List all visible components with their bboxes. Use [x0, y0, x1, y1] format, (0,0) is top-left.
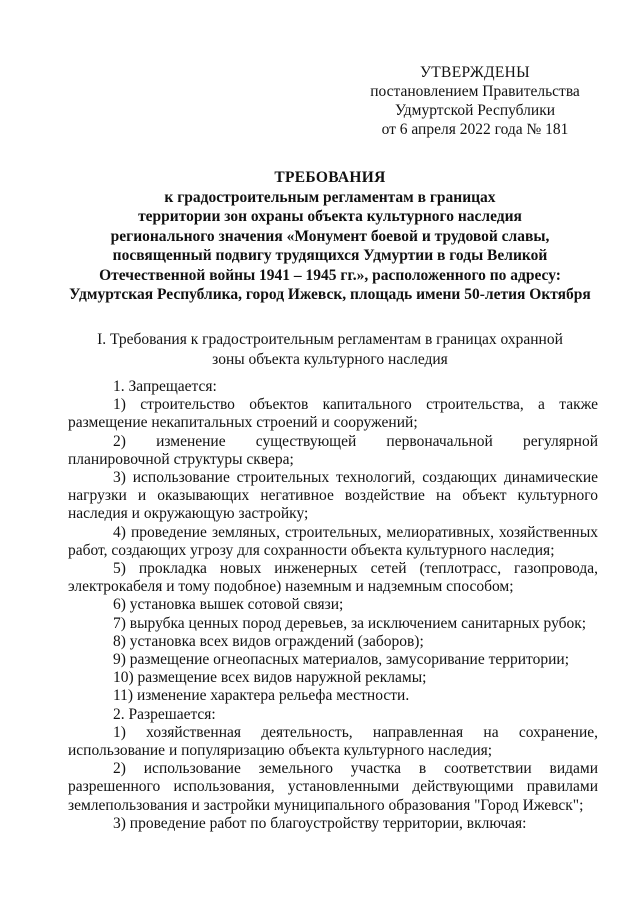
- document-title-line: территории зон охраны объекта культурного наследия: [138, 208, 522, 225]
- approval-title: УТВЕРЖДЕНЫ: [420, 64, 530, 81]
- clause-item: 2) использование земельного участка в соответствии видами разрешенного использования, установленными действующими правилами землепользования и застройки муниципального образования "Город Ижевск";: [68, 760, 598, 814]
- document-body: [68, 378, 598, 833]
- document-title-line: регионального значения «Монумент боевой и трудовой славы,: [110, 227, 550, 245]
- clause-item: 1) хозяйственная деятельность, направленная на сохранение, использование и популяризацию объекта культурного наследия;: [68, 723, 598, 760]
- approval-block: [360, 63, 590, 139]
- clause-item: 9) размещение огнеопасных материалов, замусоривание территории;: [113, 651, 570, 669]
- clause-item: 6) установка вышек сотовой связи;: [113, 596, 344, 614]
- clause-item: 3) использование строительных технологий, создающих динамические нагрузки и оказывающих негативное воздействие на объект культурного наследия и окружающую застройку;: [68, 469, 598, 523]
- document-title-line: посвященный подвигу трудящихся Удмуртии в годы Великой: [112, 247, 548, 264]
- section-heading: [70, 330, 590, 369]
- clause-heading: 2. Разрешается:: [113, 705, 216, 723]
- clause-item: 8) установка всех видов ограждений (заборов);: [113, 632, 424, 650]
- section-heading-line: I. Требования к градостроительным регламентам в границах охранной: [97, 331, 563, 348]
- section-heading-line: зоны объекта культурного наследия: [212, 350, 448, 368]
- clause-item: 10) размещение всех видов наружной рекламы;: [113, 669, 427, 687]
- document-title-line: Удмуртская Республика, город Ижевск, площадь имени 50-летия Октября: [69, 286, 591, 303]
- clause-item: 1) строительство объектов капитального строительства, а также размещение некапитальных строений и сооружений;: [68, 396, 598, 432]
- approval-line: от 6 апреля 2022 года № 181: [381, 121, 569, 138]
- clause-item: 3) проведение работ по благоустройству территории, включая:: [113, 814, 527, 832]
- approval-line: постановлением Правительства: [370, 83, 580, 100]
- document-title-line: к градостроительным регламентам в границах: [164, 188, 496, 206]
- document-title-main: ТРЕБОВАНИЯ: [274, 169, 386, 186]
- clause-item: 7) вырубка ценных пород деревьев, за исключением санитарных рубок;: [113, 614, 587, 632]
- clause-item: 5) прокладка новых инженерных сетей (теплотрасс, газопровода, электрокабеля и тому подобное) наземным и надземным способом;: [68, 560, 598, 596]
- clause-item: 11) изменение характера рельефа местности.: [113, 687, 410, 705]
- clause-item: 2) изменение существующей первоначальной регулярной планировочной структуры сквера;: [68, 432, 598, 468]
- approval-line: Удмуртской Республики: [394, 102, 556, 119]
- clause-item: 4) проведение земляных, строительных, мелиоративных, хозяйственных работ, создающих угрозу для сохранности объекта культурного наследия;: [68, 523, 598, 559]
- document-title: [60, 168, 600, 305]
- document-title-line: Отечественной войны 1941 – 1945 гг.», расположенного по адресу:: [99, 266, 561, 284]
- clause-heading: 1. Запрещается:: [113, 378, 217, 395]
